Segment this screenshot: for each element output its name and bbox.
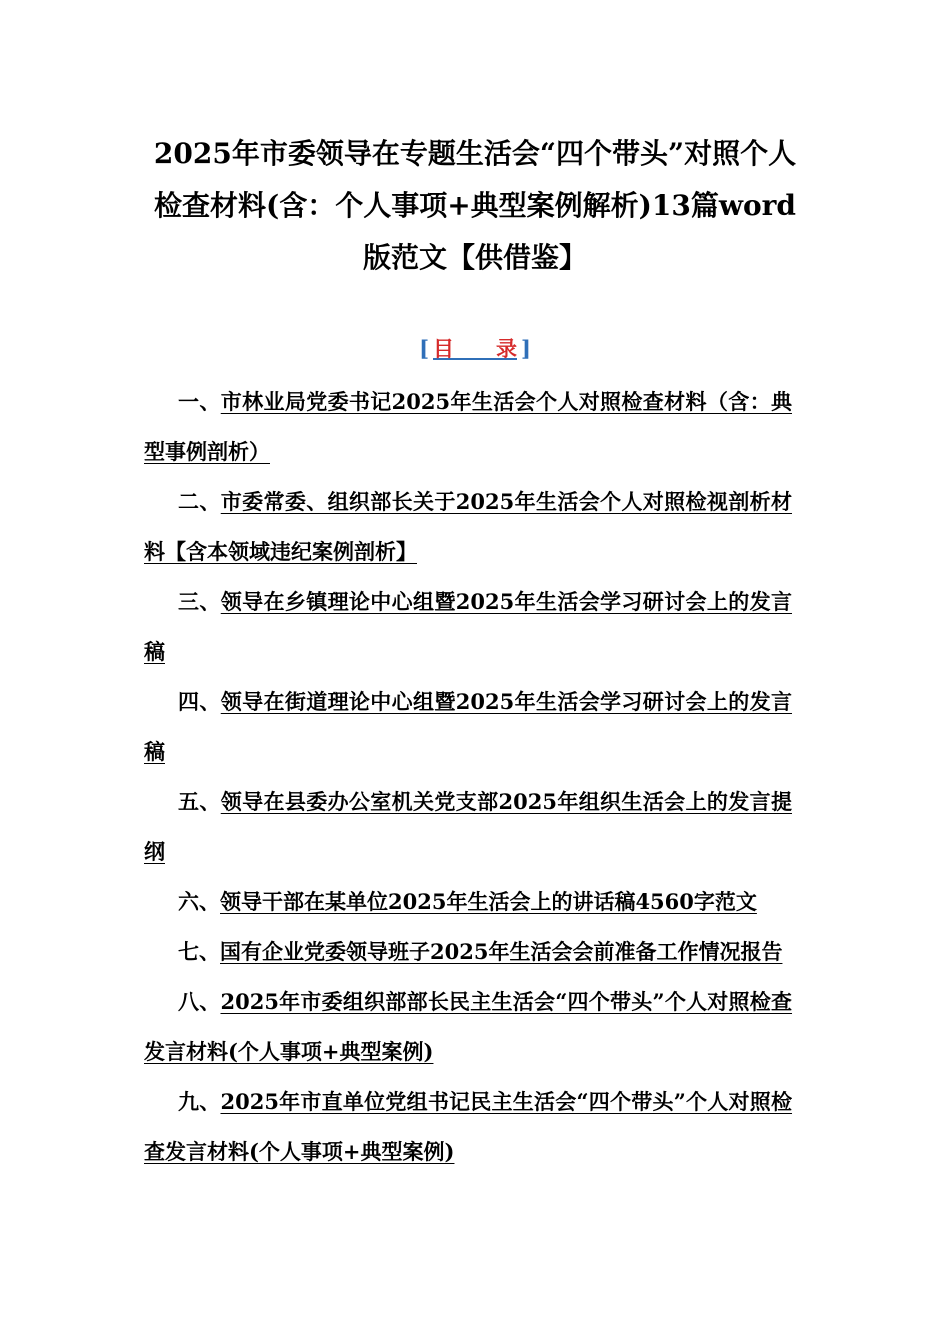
toc-item-number: 三、	[178, 589, 221, 614]
toc-item-link[interactable]: 2025年市直单位党组书记民主生活会“四个带头”个人对照检查发言材料(个人事项+典型案例)	[144, 1089, 793, 1164]
toc-item-link[interactable]: 领导在县委办公室机关党支部2025年组织生活会上的发言提纲	[144, 789, 792, 864]
toc-heading-label[interactable]: 目 录	[433, 336, 517, 361]
document-title: 2025年市委领导在专题生活会“四个带头”对照个人检查材料(含：个人事项+典型案例解析)13篇word版范文【供借鉴】	[153, 137, 797, 274]
toc-open-bracket: [	[419, 336, 429, 361]
toc-item	[144, 1077, 792, 1177]
toc-item-link[interactable]: 领导干部在某单位2025年生活会上的讲话稿4560字范文	[220, 889, 757, 914]
toc-item	[144, 777, 792, 877]
toc-item-number: 二、	[178, 489, 221, 514]
toc-item-number: 八、	[178, 989, 221, 1014]
toc-item-number: 四、	[178, 689, 221, 714]
toc-item-number: 六、	[178, 889, 220, 914]
toc-item-link[interactable]: 领导在乡镇理论中心组暨2025年生活会学习研讨会上的发言稿	[144, 589, 792, 664]
toc-item-link[interactable]: 市林业局党委书记2025年生活会个人对照检查材料（含：典型事例剖析）	[144, 389, 792, 464]
toc-item	[144, 977, 792, 1077]
toc-item-link[interactable]: 领导在街道理论中心组暨2025年生活会学习研讨会上的发言稿	[144, 689, 792, 764]
toc-item	[144, 577, 792, 677]
toc-item-link[interactable]: 市委常委、组织部长关于2025年生活会个人对照检视剖析材料【含本领域违纪案例剖析】	[144, 489, 792, 564]
toc-item-number: 一、	[178, 389, 221, 414]
toc-list	[144, 377, 792, 1177]
toc-close-bracket: ]	[521, 336, 531, 361]
toc-item-number: 五、	[178, 789, 221, 814]
toc-item-link[interactable]: 2025年市委组织部部长民主生活会“四个带头”个人对照检查发言材料(个人事项+典型案例)	[144, 989, 793, 1064]
toc-item-number: 七、	[178, 939, 220, 964]
toc-item	[144, 927, 792, 977]
toc-item	[144, 377, 792, 477]
toc-item	[144, 877, 792, 927]
toc-item	[144, 477, 792, 577]
toc-item	[144, 677, 792, 777]
toc-item-link[interactable]: 国有企业党委领导班子2025年生活会会前准备工作情况报告	[220, 939, 783, 964]
toc-heading[interactable]	[0, 334, 950, 364]
toc-item-number: 九、	[178, 1089, 221, 1114]
